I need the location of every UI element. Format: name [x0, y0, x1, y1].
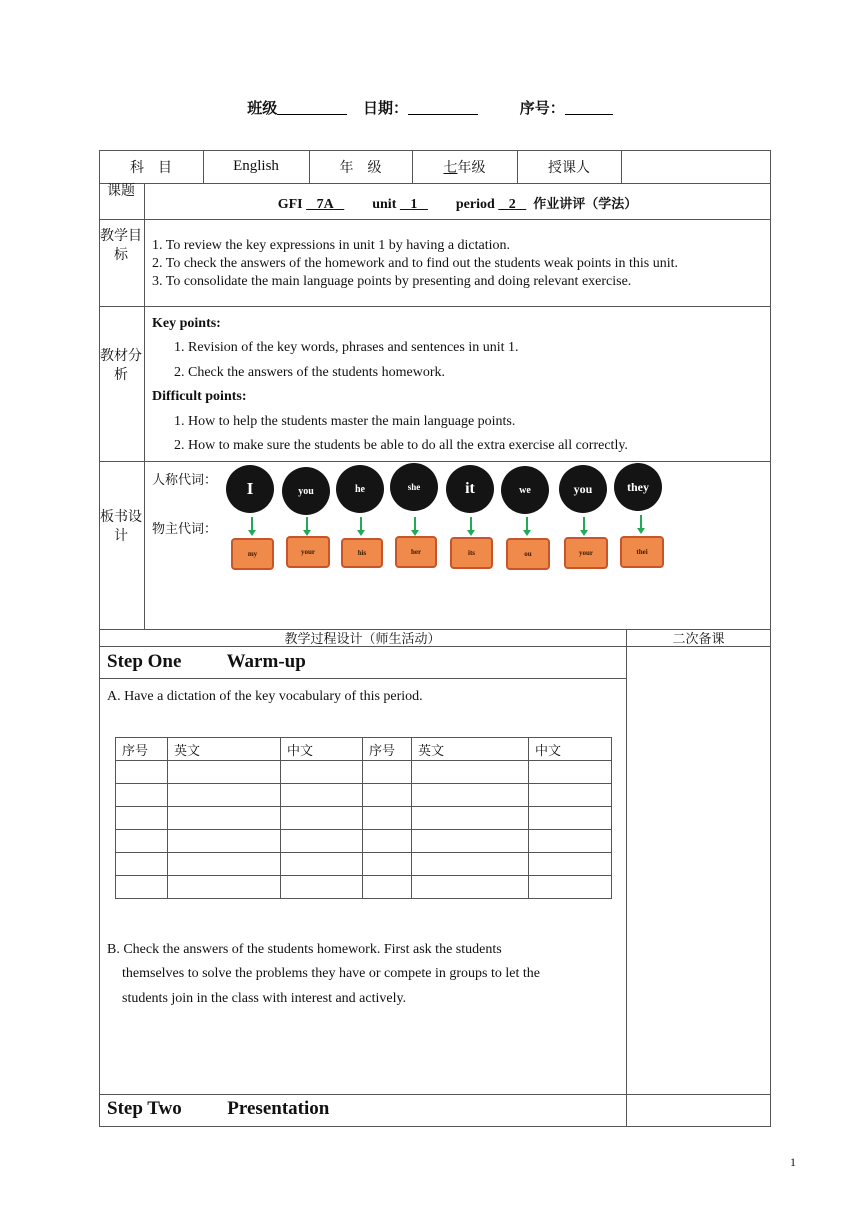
number-blank	[565, 100, 613, 115]
pronoun-circle: he	[336, 465, 384, 513]
possessive-box: your	[564, 537, 608, 569]
table-row	[116, 761, 612, 784]
table-cell[interactable]	[116, 761, 168, 784]
possessive-box: ou	[506, 538, 550, 570]
table-cell[interactable]	[529, 853, 612, 876]
table-row	[116, 876, 612, 899]
table-cell[interactable]	[168, 761, 281, 784]
teacher-value-field[interactable]	[621, 150, 771, 183]
difficult-points-title: Difficult points:	[152, 389, 247, 404]
table-cell[interactable]	[168, 784, 281, 807]
table-cell[interactable]	[168, 807, 281, 830]
table-cell[interactable]	[529, 761, 612, 784]
table-cell[interactable]	[281, 807, 363, 830]
date-label: 日期：	[362, 99, 408, 117]
table-cell[interactable]	[363, 784, 412, 807]
grade-label: 年 级	[339, 159, 382, 176]
date-blank	[408, 100, 478, 115]
table-cell[interactable]	[281, 830, 363, 853]
arrow-down-icon	[360, 517, 362, 531]
pronoun-circle: we	[501, 466, 549, 514]
table-row	[116, 830, 612, 853]
table-cell[interactable]	[168, 830, 281, 853]
header-cell: 序号	[116, 738, 168, 761]
table-row	[116, 807, 612, 830]
table-cell[interactable]	[168, 853, 281, 876]
table-cell[interactable]	[363, 853, 412, 876]
possessive-box: my	[231, 538, 274, 570]
topic-label: 课题	[107, 183, 135, 199]
arrow-down-icon	[640, 515, 642, 529]
table-cell[interactable]	[412, 761, 529, 784]
pronoun-circle: you	[282, 467, 330, 515]
pronoun-circle: I	[226, 465, 274, 513]
table-cell[interactable]	[412, 853, 529, 876]
table-cell[interactable]	[363, 761, 412, 784]
table-cell[interactable]	[412, 784, 529, 807]
pronoun-circle: they	[614, 463, 662, 511]
subject-label: 科 目	[130, 159, 172, 176]
number-label: 序号：	[519, 99, 565, 117]
arrow-down-icon	[414, 517, 416, 531]
table-cell[interactable]	[116, 784, 168, 807]
table-cell[interactable]	[281, 876, 363, 899]
arrow-down-icon	[306, 517, 308, 531]
table-cell[interactable]	[412, 876, 529, 899]
form-header	[0, 97, 860, 118]
class-label: 班级	[247, 99, 278, 117]
unit-label: unit	[372, 197, 397, 212]
table-cell[interactable]	[116, 807, 168, 830]
possessive-box: its	[450, 537, 493, 569]
period-label: period	[455, 197, 495, 212]
topic-line	[144, 193, 771, 213]
task-b-line-1: B. Check the answers of the students homework. First ask the students	[107, 942, 502, 957]
personal-pronoun-label: 人称代词：	[152, 473, 218, 488]
header-cell: 序号	[363, 738, 412, 761]
arrow-down-icon	[526, 517, 528, 531]
step-one-label: Step One	[107, 651, 182, 672]
table-cell[interactable]	[363, 830, 412, 853]
unit-value: 1	[410, 197, 418, 212]
step-two-heading	[107, 1098, 329, 1120]
table-cell[interactable]	[529, 876, 612, 899]
table-header-row	[116, 738, 612, 761]
table-cell[interactable]	[363, 876, 412, 899]
table-cell[interactable]	[529, 784, 612, 807]
difficult-point-1: 1. How to help the students master the main language points.	[174, 414, 516, 429]
step-one-name: Warm-up	[226, 651, 306, 672]
arrow-down-icon	[470, 517, 472, 531]
task-b-line-3: students join in the class with interest and actively.	[122, 991, 407, 1006]
step-two-label: Step Two	[107, 1098, 182, 1119]
grade-value: 七	[443, 159, 458, 176]
subject-value: English	[233, 158, 279, 174]
step-one-heading	[107, 651, 306, 673]
arrow-down-icon	[583, 517, 585, 531]
class-blank	[277, 100, 347, 115]
table-cell[interactable]	[412, 830, 529, 853]
objective-1: 1. To review the key expressions in unit 1 by having a dictation.	[152, 238, 511, 253]
table-row	[116, 784, 612, 807]
table-cell[interactable]	[529, 807, 612, 830]
header-cell: 中文	[529, 738, 612, 761]
possessive-box: your	[286, 536, 330, 568]
header-cell: 中文	[281, 738, 363, 761]
page-number: 1	[790, 1155, 796, 1169]
grade-cell	[412, 150, 517, 183]
possessive-box: his	[341, 538, 383, 568]
possessive-label: 物主代词：	[152, 522, 218, 537]
key-point-1: 1. Revision of the key words, phrases and sentences in unit 1.	[174, 340, 519, 355]
period-value: 2	[508, 197, 516, 212]
table-cell[interactable]	[116, 830, 168, 853]
pronoun-circle: she	[390, 463, 438, 511]
key-point-2: 2. Check the answers of the students homework.	[174, 365, 445, 380]
task-a-text: A. Have a dictation of the key vocabulary of this period.	[107, 689, 423, 704]
dictation-table	[115, 737, 612, 899]
process-title: 教学过程设计（师生活动）	[284, 632, 441, 647]
topic-title: 作业讲评（学法）	[533, 197, 638, 212]
gfi-value: 7A	[316, 197, 334, 212]
table-cell[interactable]	[363, 807, 412, 830]
table-cell[interactable]	[281, 761, 363, 784]
pronoun-circle: it	[446, 465, 494, 513]
header-cell: 英文	[412, 738, 529, 761]
arrow-down-icon	[251, 517, 253, 531]
objectives-label: 教学目标	[100, 228, 142, 263]
table-cell[interactable]	[168, 876, 281, 899]
key-points-title: Key points:	[152, 316, 221, 331]
step-two-name: Presentation	[227, 1098, 330, 1119]
analysis-label: 教材分析	[100, 348, 142, 383]
objective-3: 3. To consolidate the main language points by presenting and doing relevant exercise.	[152, 274, 632, 289]
task-b-line-2: themselves to solve the problems they have or compete in groups to let the	[122, 966, 540, 981]
table-cell[interactable]	[529, 830, 612, 853]
table-cell[interactable]	[116, 876, 168, 899]
backup-title: 二次备课	[672, 632, 725, 647]
table-row	[116, 853, 612, 876]
difficult-point-2: 2. How to make sure the students be able to do all the extra exercise all correctly.	[174, 438, 628, 453]
pronoun-circle: you	[559, 465, 607, 513]
table-cell[interactable]	[281, 853, 363, 876]
grade-suffix: 年级	[457, 159, 486, 176]
possessive-box: her	[395, 536, 437, 568]
board-label: 板书设计	[100, 509, 142, 544]
objective-2: 2. To check the answers of the homework and to find out the students weak points in this unit.	[152, 256, 679, 271]
table-cell[interactable]	[412, 807, 529, 830]
possessive-box: thei	[620, 536, 664, 568]
table-cell[interactable]	[116, 853, 168, 876]
teacher-label: 授课人	[548, 159, 590, 176]
header-cell: 英文	[168, 738, 281, 761]
gfi-label: GFI	[277, 197, 303, 212]
table-cell[interactable]	[281, 784, 363, 807]
